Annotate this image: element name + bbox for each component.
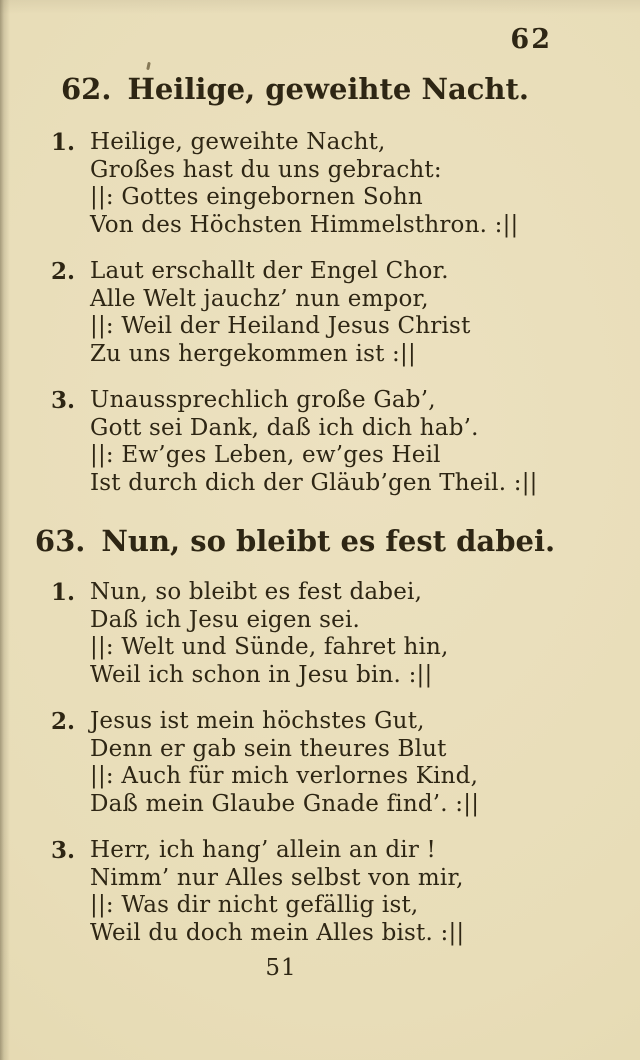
hymn-62-stanza-2 (0, 258, 640, 368)
verse-line: Laut erschallt der Engel Chor. (90, 258, 449, 284)
stanza-number: 2. (51, 258, 76, 285)
verse-line: Heilige, geweihte Nacht, (90, 129, 386, 155)
hymn-62-number: 62. (61, 72, 112, 106)
hymn-62-title: Heilige, geweihte Nacht. (127, 72, 529, 106)
hymn-63-stanza-3 (0, 837, 640, 947)
verse-line: ||: Welt und Sünde, fahret hin, (90, 634, 449, 660)
verse-line: ||: Ew’ges Leben, ew’ges Heil (90, 442, 441, 468)
page-number-header: 62 (510, 24, 552, 55)
verse-line: Denn er gab sein theures Blut (90, 735, 447, 762)
stanza-number: 2. (51, 708, 76, 735)
verse-line: Ist durch dich der Gläub’gen Theil. :|| (90, 469, 538, 496)
verse-line: Unaussprechlich große Gab’, (90, 387, 436, 413)
verse-line: Nun, so bleibt es fest dabei, (90, 579, 423, 605)
stanza-number: 1. (51, 579, 76, 606)
hymn-63-stanza-2 (0, 708, 640, 818)
verse-line: ||: Was dir nicht gefällig ist, (90, 892, 419, 918)
verse-line: Daß mein Glaube Gnade find’. :|| (90, 790, 480, 817)
page-number-footer: 51 (265, 955, 297, 981)
verse-line: Nimm’ nur Alles selbst von mir, (90, 864, 464, 891)
stanza-number: 3. (51, 837, 76, 864)
stanza-number: 1. (51, 129, 76, 156)
hymn-62-stanza-1 (0, 129, 640, 239)
verse-line: ||: Gottes eingebornen Sohn (90, 184, 423, 210)
verse-line: Herr, ich hang’ allein an dir ! (90, 837, 436, 863)
verse-line: Alle Welt jauchz’ nun empor, (90, 285, 429, 312)
verse-line: Zu uns hergekommen ist :|| (90, 340, 416, 367)
verse-line: Daß ich Jesu eigen sei. (90, 606, 361, 633)
verse-line: ||: Auch für mich verlornes Kind, (90, 763, 479, 789)
hymn-63-title: Nun, so bleibt es fest dabei. (101, 524, 556, 558)
verse-line: Von des Höchsten Himmelsthron. :|| (90, 211, 519, 238)
verse-line: ||: Weil der Heiland Jesus Christ (90, 313, 471, 339)
hymn-63-stanza-1 (0, 579, 640, 689)
verse-line: Jesus ist mein höchstes Gut, (90, 708, 425, 734)
hymn-63-heading (0, 524, 640, 558)
verse-line: Gott sei Dank, daß ich dich hab’. (90, 414, 479, 441)
hymn-62-heading (0, 72, 640, 106)
verse-line: Großes hast du uns gebracht: (90, 156, 442, 183)
verse-line: Weil ich schon in Jesu bin. :|| (90, 661, 433, 688)
hymn-63-number: 63. (34, 524, 86, 558)
verse-line: Weil du doch mein Alles bist. :|| (90, 919, 465, 946)
hymn-62-stanza-3 (0, 387, 640, 497)
stanza-number: 3. (51, 387, 76, 414)
